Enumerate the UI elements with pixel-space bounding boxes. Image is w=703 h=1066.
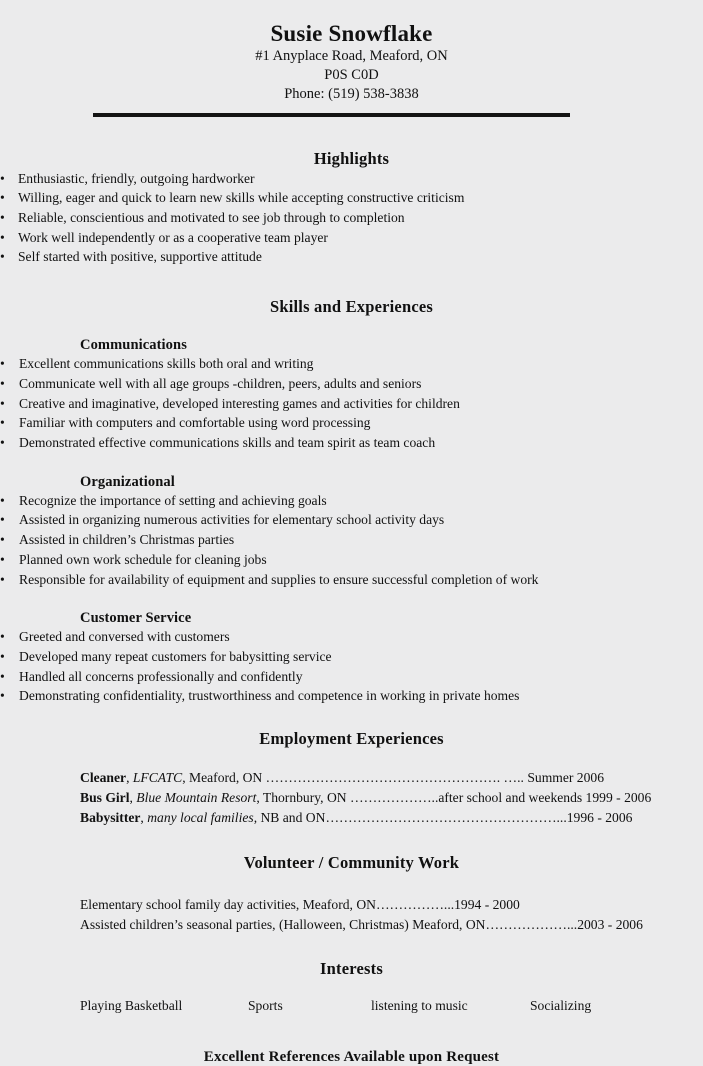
job-location: , NB and ON bbox=[253, 809, 326, 825]
volunteer-entry: Assisted children’s seasonal parties, (Halloween, Christmas) Meaford, ON………………...2003 - 2006 bbox=[80, 916, 643, 932]
list-item bbox=[0, 530, 703, 550]
volunteer-entry-list bbox=[0, 895, 703, 935]
bullet-icon: • bbox=[0, 249, 5, 265]
employment-entry bbox=[80, 788, 703, 808]
candidate-address: #1 Anyplace Road, Meaford, ON bbox=[255, 48, 448, 65]
list-item-text: Recognize the importance of setting and achieving goals bbox=[19, 492, 327, 508]
list-item bbox=[0, 208, 703, 228]
list-item bbox=[0, 374, 703, 394]
bullet-icon: • bbox=[0, 190, 5, 206]
bullet-icon: • bbox=[0, 229, 5, 245]
employment-entry-list bbox=[0, 768, 703, 828]
dot-leader: ……………………………………………. bbox=[265, 770, 501, 786]
list-item-text: Work well independently or as a cooperative team player bbox=[18, 229, 328, 245]
list-item-text: Handled all concerns professionally and confidently bbox=[19, 668, 303, 684]
job-dates: 1996 - 2006 bbox=[566, 809, 633, 825]
list-item bbox=[0, 550, 703, 570]
section-heading-skills-and-experiences: Skills and Experiences bbox=[269, 297, 433, 317]
list-item bbox=[0, 413, 703, 433]
bullet-icon: • bbox=[0, 551, 5, 567]
list-item-text: Demonstrating confidentiality, trustworthiness and competence in working in private homes bbox=[19, 688, 520, 704]
bullet-icon: • bbox=[0, 395, 5, 411]
list-item bbox=[0, 510, 703, 530]
list-item bbox=[0, 169, 703, 189]
candidate-name: Susie Snowflake bbox=[270, 21, 433, 46]
list-item-text: Assisted in children’s Christmas parties bbox=[19, 532, 235, 548]
customer-service-list bbox=[0, 627, 703, 706]
list-item-text: Developed many repeat customers for babysitting service bbox=[19, 648, 332, 664]
list-item-text: Excellent communications skills both oral and writing bbox=[19, 356, 314, 372]
list-item bbox=[0, 188, 703, 208]
job-title: Babysitter bbox=[80, 809, 141, 825]
job-title: Bus Girl bbox=[80, 789, 130, 805]
communications-list bbox=[0, 354, 703, 453]
organizational-list bbox=[0, 491, 703, 590]
job-title: Cleaner bbox=[80, 770, 127, 786]
bullet-icon: • bbox=[0, 532, 5, 548]
list-item-text: Willing, eager and quick to learn new skills while accepting constructive criticism bbox=[18, 190, 465, 206]
list-item bbox=[0, 667, 703, 687]
bullet-icon: • bbox=[0, 688, 5, 704]
job-separator: , bbox=[129, 789, 137, 805]
list-item bbox=[0, 354, 703, 374]
bullet-icon: • bbox=[0, 512, 5, 528]
section-heading-highlights: Highlights bbox=[313, 148, 390, 168]
bullet-icon: • bbox=[0, 629, 5, 645]
subsection-heading-organizational: Organizational bbox=[80, 473, 175, 490]
job-location: , Thornbury, ON bbox=[256, 789, 350, 805]
section-heading-employment-experiences: Employment Experiences bbox=[259, 729, 444, 749]
list-item bbox=[0, 247, 703, 267]
volunteer-entry: Elementary school family day activities, Meaford, ON……………...1994 - 2000 bbox=[80, 896, 520, 912]
employment-entry bbox=[80, 808, 703, 828]
resume-header bbox=[0, 0, 703, 104]
employer-name: LFCATC bbox=[132, 770, 183, 786]
job-location: , Meaford, ON bbox=[182, 770, 266, 786]
subsection-heading-customer-service: Customer Service bbox=[80, 610, 192, 627]
section-heading-interests: Interests bbox=[320, 958, 383, 978]
section-heading-volunteer-community-work: Volunteer / Community Work bbox=[243, 852, 460, 872]
list-item bbox=[0, 686, 703, 706]
list-item-text: Enthusiastic, friendly, outgoing hardworker bbox=[18, 170, 255, 186]
header-divider-rule bbox=[93, 113, 570, 117]
bullet-icon: • bbox=[0, 434, 5, 450]
bullet-icon: • bbox=[0, 375, 5, 391]
bullet-icon: • bbox=[0, 356, 5, 372]
bullet-icon: • bbox=[0, 210, 5, 226]
list-item bbox=[0, 627, 703, 647]
employer-name: Blue Mountain Resort bbox=[136, 789, 257, 805]
candidate-postal-code: P0S C0D bbox=[324, 66, 379, 83]
list-item-text: Responsible for availability of equipment and supplies to ensure successful completion of work bbox=[19, 571, 539, 587]
list-item-text: Familiar with computers and comfortable using word processing bbox=[19, 415, 371, 431]
references-note: Excellent References Available upon Request bbox=[203, 1048, 500, 1065]
interests-row bbox=[80, 998, 703, 1018]
job-separator: , bbox=[126, 770, 133, 786]
bullet-icon: • bbox=[0, 415, 5, 431]
dot-leader: ……………………………………………... bbox=[325, 809, 567, 825]
job-dates: after school and weekends 1999 - 2006 bbox=[438, 789, 652, 805]
list-item-text: Demonstrated effective communications skills and team spirit as team coach bbox=[19, 434, 436, 450]
list-item-text: Creative and imaginative, developed interesting games and activities for children bbox=[19, 395, 460, 411]
list-item bbox=[0, 570, 703, 590]
list-item-text: Assisted in organizing numerous activities for elementary school activity days bbox=[19, 512, 445, 528]
list-item bbox=[0, 491, 703, 511]
bullet-icon: • bbox=[0, 571, 5, 587]
candidate-phone: Phone: (519) 538-3838 bbox=[284, 85, 419, 102]
list-item bbox=[0, 228, 703, 248]
bullet-icon: • bbox=[0, 170, 5, 186]
list-item bbox=[0, 647, 703, 667]
list-item-text: Communicate well with all age groups -children, peers, adults and seniors bbox=[19, 375, 422, 391]
list-item-text: Planned own work schedule for cleaning jobs bbox=[19, 551, 267, 567]
interest-item: Sports bbox=[248, 997, 283, 1013]
list-item-text: Greeted and conversed with customers bbox=[19, 629, 230, 645]
interest-item: Playing Basketball bbox=[80, 997, 183, 1013]
interest-item: Socializing bbox=[530, 997, 592, 1013]
bullet-icon: • bbox=[0, 648, 5, 664]
highlights-list bbox=[0, 169, 703, 268]
list-item-text: Reliable, conscientious and motivated to see job through to completion bbox=[18, 210, 405, 226]
bullet-icon: • bbox=[0, 492, 5, 508]
bullet-icon: • bbox=[0, 668, 5, 684]
list-item bbox=[0, 394, 703, 414]
job-dates: ….. Summer 2006 bbox=[500, 770, 604, 786]
employment-entry bbox=[80, 768, 703, 788]
subsection-heading-communications: Communications bbox=[80, 337, 187, 354]
interest-item: listening to music bbox=[371, 997, 468, 1013]
dot-leader: ……………….. bbox=[349, 789, 439, 805]
list-item-text: Self started with positive, supportive attitude bbox=[18, 249, 262, 265]
list-item bbox=[0, 433, 703, 453]
job-separator: , bbox=[140, 809, 148, 825]
employer-name: many local families bbox=[147, 809, 254, 825]
